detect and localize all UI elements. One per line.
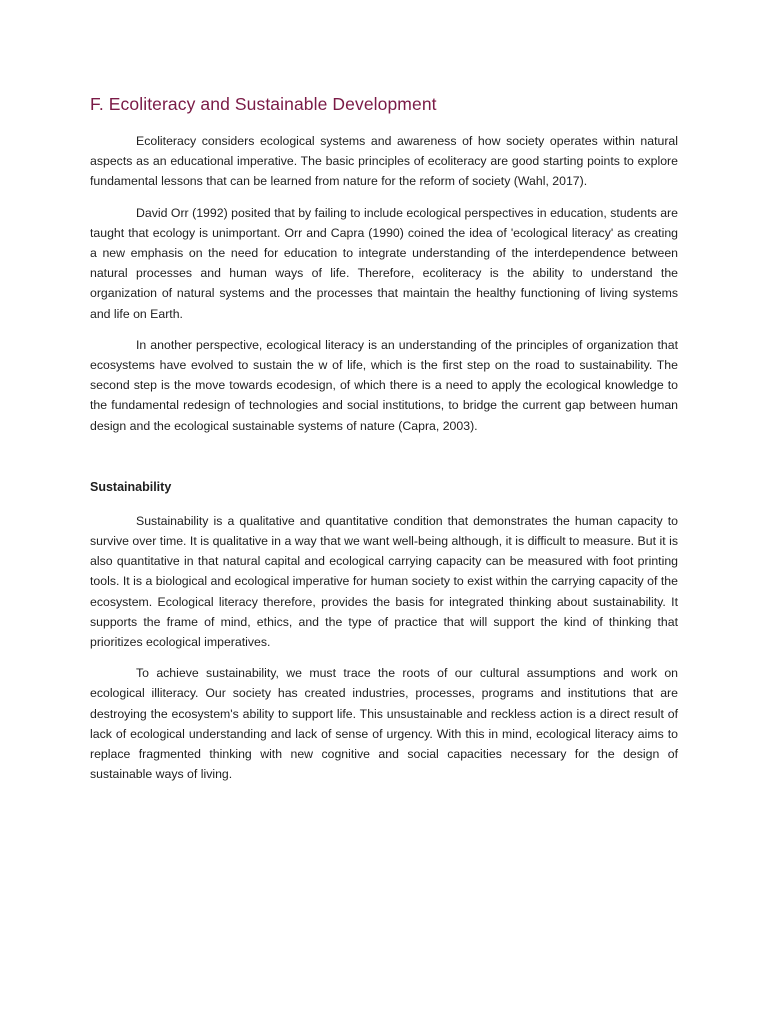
subheading-sustainability: Sustainability — [90, 479, 172, 494]
paragraph-ecoliteracy-intro: Ecoliteracy considers ecological systems and awareness of how society operates within natural aspects as an educational imperative. The basic principles of ecoliteracy are good starting points to explore fundamental lessons that can be learned from nature for the reform of society (Wahl, 2017). — [90, 134, 678, 189]
paragraph-orr-capra: David Orr (1992) posited that by failing to include ecological perspectives in education, students are taught that ecology is unimportant. Orr and Capra (1990) coined the idea of 'ecological literacy' as creating a new emphasis on the need for education to integrate understanding of the interdependence between natural processes and human ways of life. Therefore, ecoliteracy is the ability to understand the organization of natural systems and the processes that maintain the healthy functioning of living systems and life on Earth. — [90, 205, 678, 321]
paragraph-another-perspective: In another perspective, ecological literacy is an understanding of the principles of organization that ecosystems have evolved to sustain the w of life, which is the first step on the road to sustainability. The second step is the move towards ecodesign, of which there is a need to apply the ecological knowledge to the fundamental redesign of technologies and social institutions, to bridge the current gap between human design and the ecological sustainable systems of nature (Capra, 2003). — [90, 337, 678, 433]
section-title: F. Ecoliteracy and Sustainable Development — [90, 94, 437, 114]
paragraph-sustainability-definition: Sustainability is a qualitative and quantitative condition that demonstrates the human capacity to survive over time. It is qualitative in a way that we want well-being although, it is difficult to measure. But it is also quantitative in that natural capital and ecological carrying capacity can be measured with foot printing tools. It is a biological and ecological imperative for human society to exist within the carrying capacity of the ecosystem. Ecological literacy therefore, provides the basis for integrated thinking about sustainability. It supports the frame of mind, ethics, and the type of practice that will support the kind of thinking that prioritizes ecological imperatives. — [90, 513, 678, 650]
paragraph-achieve-sustainability: To achieve sustainability, we must trace the roots of our cultural assumptions and work on ecological illiteracy. Our society has created industries, processes, programs and institutions that are destroying the ecosystem's ability to support life. This unsustainable and reckless action is a direct result of lack of ecological understanding and lack of sense of urgency. With this in mind, ecological literacy aims to replace fragmented thinking with new cognitive and social capacities necessary for the design of sustainable ways of living. — [90, 666, 678, 782]
